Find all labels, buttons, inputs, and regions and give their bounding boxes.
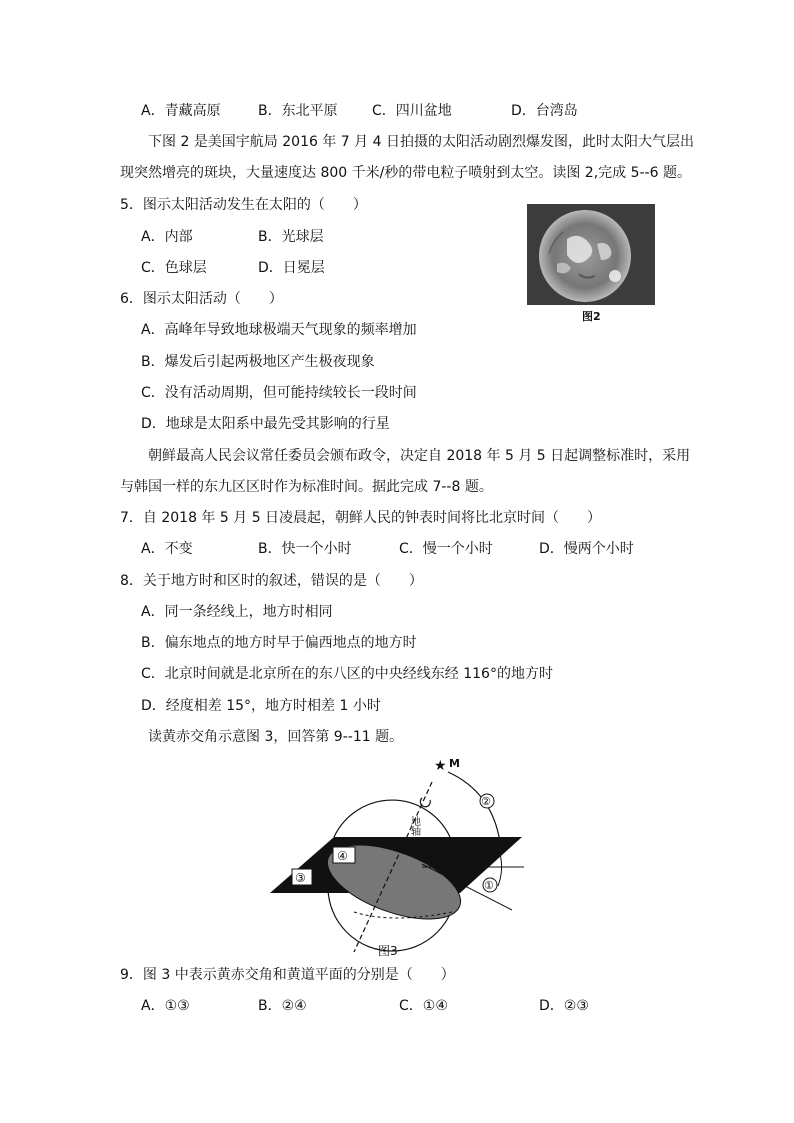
q8-option-b: B．偏东地点的地方时早于偏西地点的地方时 bbox=[141, 635, 417, 651]
q7-option-c: C．慢一个小时 bbox=[399, 541, 493, 557]
intro-5-6-line1: 下图 2 是美国宇航局 2016 年 7 月 4 日拍摄的太阳活动剧烈爆发图，此时太阳大气层出 bbox=[148, 134, 694, 150]
figure3-label-4: ④ bbox=[337, 849, 348, 863]
q9-option-b: B．②④ bbox=[258, 998, 307, 1014]
q6-option-b: B．爆发后引起两极地区产生极夜现象 bbox=[141, 354, 375, 370]
q5-option-b: B．光球层 bbox=[258, 229, 324, 245]
q9-stem: 9．图 3 中表示黄赤交角和黄道平面的分别是（ ） bbox=[120, 967, 455, 983]
q6-option-c: C．没有活动周期，但可能持续较长一段时间 bbox=[141, 385, 417, 401]
intro-7-8-line2: 与韩国一样的东九区区时作为标准时间。据此完成 7--8 题。 bbox=[120, 479, 493, 495]
figure3-label-1: ① bbox=[484, 879, 494, 892]
angle-arc-1 bbox=[498, 854, 502, 886]
q8-stem: 8．关于地方时和区时的叙述，错误的是（ ） bbox=[120, 573, 423, 589]
q4-option-a: A．青藏高原 bbox=[141, 103, 221, 119]
figure3-label-2: ② bbox=[481, 795, 491, 808]
q4-option-c: C．四川盆地 bbox=[372, 103, 452, 119]
q6-stem: 6．图示太阳活动（ ） bbox=[120, 291, 283, 307]
q8-option-c: C．北京时间就是北京所在的东八区的中央经线东经 116°的地方时 bbox=[141, 666, 553, 682]
intro-7-8-line1: 朝鲜最高人民会议常任委员会颁布政令，决定自 2018 年 5 月 5 日起调整标准时，采用 bbox=[148, 448, 691, 464]
figure3-diagram bbox=[262, 752, 532, 960]
q9-option-c: C．①④ bbox=[399, 998, 448, 1014]
q7-option-b: B．快一个小时 bbox=[258, 541, 352, 557]
sun-image bbox=[527, 204, 655, 305]
figure2-caption: 图2 bbox=[582, 310, 601, 323]
q7-option-a: A．不变 bbox=[141, 541, 193, 557]
q5-option-d: D．日冕层 bbox=[258, 260, 325, 276]
intro-5-6-line2: 现突然增亮的斑块，大量速度达 800 千米/秒的带电粒子喷射到太空。读图 2,完成 5--6 题。 bbox=[120, 165, 691, 181]
q4-option-d: D．台湾岛 bbox=[511, 103, 578, 119]
q7-option-d: D．慢两个小时 bbox=[539, 541, 634, 557]
q8-option-d: D．经度相差 15°，地方时相差 1 小时 bbox=[141, 698, 381, 714]
figure2-sun-photo bbox=[527, 204, 655, 305]
q5-option-c: C．色球层 bbox=[141, 260, 207, 276]
q7-stem: 7．自 2018 年 5 月 5 日凌晨起，朝鲜人民的钟表时间将比北京时间（ ） bbox=[120, 510, 602, 526]
star-icon: ★ bbox=[434, 758, 447, 774]
q8-option-a: A．同一条经线上，地方时相同 bbox=[141, 604, 333, 620]
q9-option-a: A．①③ bbox=[141, 998, 190, 1014]
q6-option-d: D．地球是太阳系中最先受其影响的行星 bbox=[141, 416, 390, 432]
arc-2 bbox=[448, 772, 500, 842]
q6-option-a: A．高峰年导致地球极端天气现象的频率增加 bbox=[141, 322, 417, 338]
figure3-label-axis: 地轴 bbox=[408, 816, 420, 836]
q5-stem: 5．图示太阳活动发生在太阳的（ ） bbox=[120, 197, 367, 213]
q5-option-a: A．内部 bbox=[141, 229, 193, 245]
q4-option-b: B．东北平原 bbox=[258, 103, 338, 119]
figure3-label-m: M bbox=[449, 757, 460, 770]
figure3-caption: 图3 bbox=[378, 944, 398, 958]
intro-9-11: 读黄赤交角示意图 3，回答第 9--11 题。 bbox=[148, 729, 404, 745]
q9-option-d: D．②③ bbox=[539, 998, 589, 1014]
figure3-label-3: ③ bbox=[295, 871, 306, 885]
